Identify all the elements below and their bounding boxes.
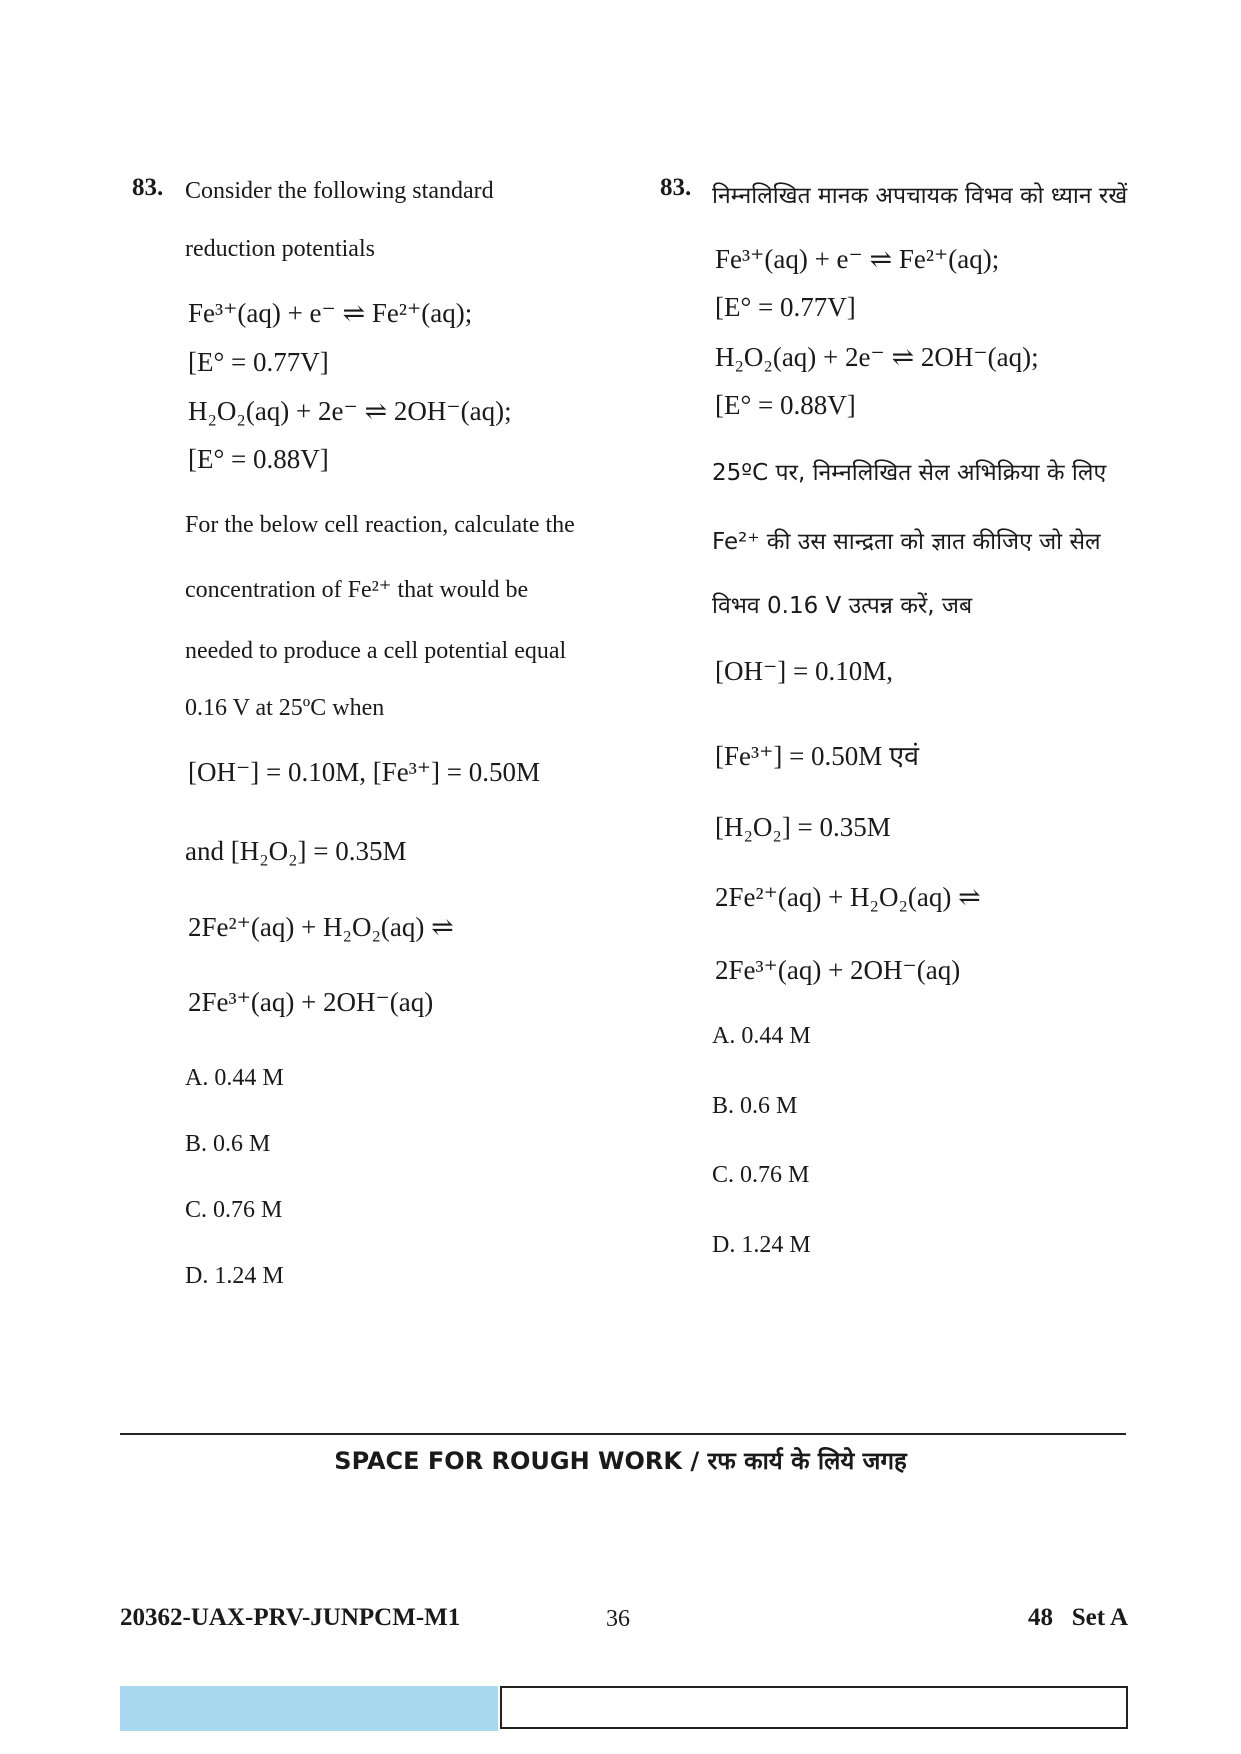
- question-text-hi-line-4: विभव 0.16 V उत्पन्न करें, जब: [712, 593, 973, 619]
- paper-code: 20362-UAX-PRV-JUNPCM-M1: [120, 1604, 461, 1631]
- equation-h2o2-reduction-hi: H₂O₂(aq) + 2e⁻ ⇌ 2OH⁻(aq);: [715, 342, 1039, 372]
- footer-color-bar: [120, 1686, 498, 1731]
- cell-reaction-hi-line-1: 2Fe²⁺(aq) + H₂O₂(aq) ⇌: [715, 882, 981, 912]
- equation-fe-reduction: Fe³⁺(aq) + e⁻ ⇌ Fe²⁺(aq);: [188, 298, 473, 328]
- cell-reaction-line-2: 2Fe³⁺(aq) + 2OH⁻(aq): [188, 987, 434, 1017]
- option-c: C. 0.76 M: [185, 1197, 283, 1223]
- option-a-hi: A. 0.44 M: [712, 1023, 811, 1049]
- rough-work-label: SPACE FOR ROUGH WORK / रफ कार्य के लिये जगह: [334, 1447, 907, 1475]
- option-d: D. 1.24 M: [185, 1263, 284, 1289]
- question-text-line-4: concentration of Fe²⁺ that would be: [185, 577, 529, 603]
- question-text-hi-line-2: 25ºC पर, निम्नलिखित सेल अभिक्रिया के लिए: [712, 460, 1107, 486]
- set-label: 48 Set A: [1028, 1604, 1128, 1631]
- page-number: 36: [606, 1606, 630, 1632]
- cell-reaction-hi-line-2: 2Fe³⁺(aq) + 2OH⁻(aq): [715, 955, 961, 985]
- question-text-line-3: For the below cell reaction, calculate the: [185, 512, 575, 538]
- oh-concentration-hi: [OH⁻] = 0.10M,: [715, 656, 893, 686]
- equation-fe-reduction-hi: Fe³⁺(aq) + e⁻ ⇌ Fe²⁺(aq);: [715, 244, 1000, 274]
- equation-fe-potential-hi: [E° = 0.77V]: [715, 292, 856, 322]
- cell-reaction-line-1: 2Fe²⁺(aq) + H₂O₂(aq) ⇌: [188, 912, 454, 942]
- question-text-line-2: reduction potentials: [185, 236, 375, 262]
- question-text-hi-line-1: निम्नलिखित मानक अपचायक विभव को ध्यान रखें: [712, 183, 1128, 209]
- question-text-hi-line-3: Fe²⁺ की उस सान्द्रता को ज्ञात कीजिए जो सेल: [712, 529, 1101, 555]
- h2o2-concentration-line: and [H₂O₂] = 0.35M: [185, 836, 407, 866]
- fe-concentration-hi: [Fe³⁺] = 0.50M एवं: [715, 741, 920, 771]
- h2o2-concentration-hi: [H₂O₂] = 0.35M: [715, 812, 891, 842]
- option-b-hi: B. 0.6 M: [712, 1093, 798, 1119]
- question-text-line-1: Consider the following standard: [185, 178, 494, 204]
- option-a: A. 0.44 M: [185, 1065, 284, 1091]
- option-b: B. 0.6 M: [185, 1131, 271, 1157]
- concentrations-line: [OH⁻] = 0.10M, [Fe³⁺] = 0.50M: [188, 757, 541, 787]
- equation-h2o2-reduction: H₂O₂(aq) + 2e⁻ ⇌ 2OH⁻(aq);: [188, 396, 512, 426]
- equation-h2o2-potential-hi: [E° = 0.88V]: [715, 390, 856, 420]
- footer-box: [500, 1686, 1128, 1729]
- question-number-hi: 83.: [660, 174, 692, 201]
- question-text-line-5: needed to produce a cell potential equal: [185, 638, 567, 664]
- option-d-hi: D. 1.24 M: [712, 1232, 811, 1258]
- question-text-line-6: 0.16 V at 25ºC when: [185, 695, 385, 721]
- rough-work-divider: [120, 1433, 1126, 1435]
- option-c-hi: C. 0.76 M: [712, 1162, 810, 1188]
- equation-h2o2-potential: [E° = 0.88V]: [188, 444, 329, 474]
- question-number-en: 83.: [132, 174, 164, 201]
- equation-fe-potential: [E° = 0.77V]: [188, 347, 329, 377]
